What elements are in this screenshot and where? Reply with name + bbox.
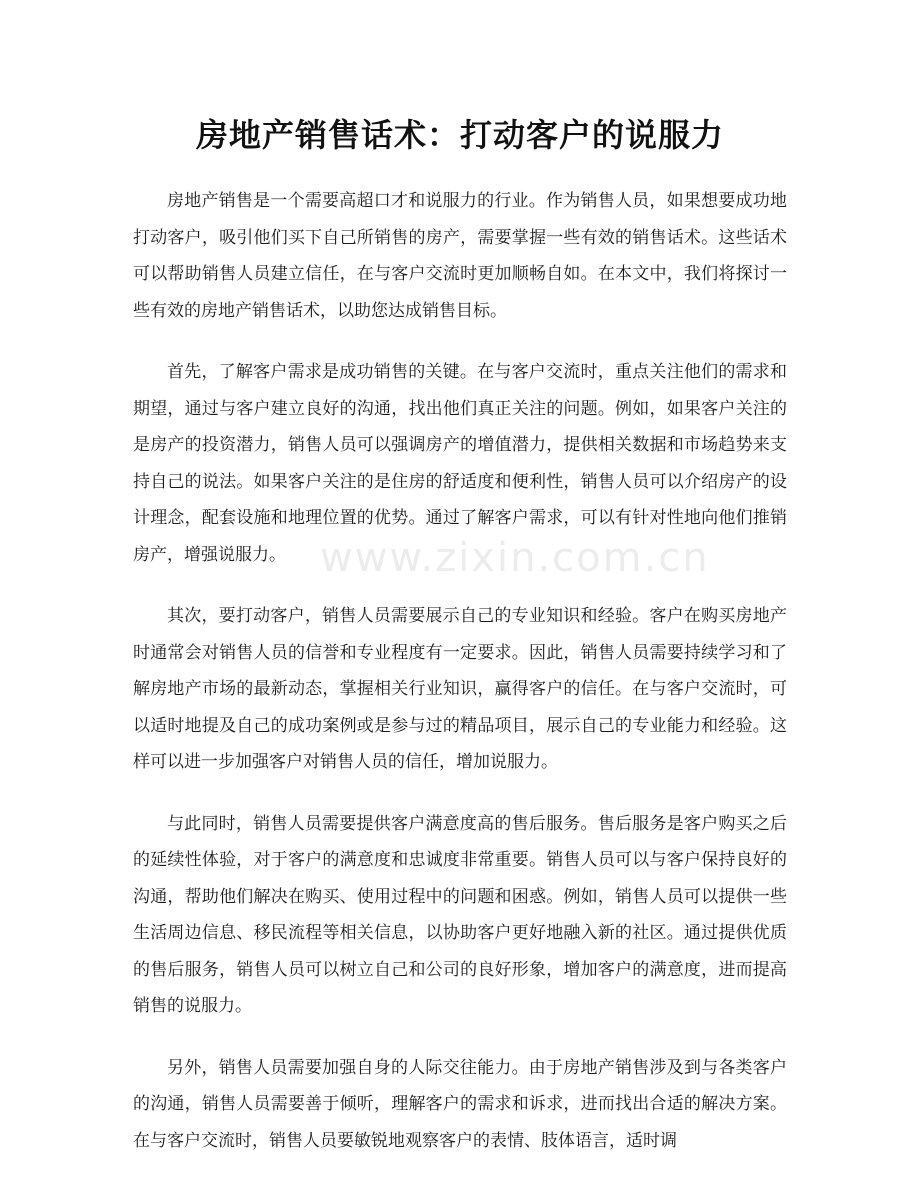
watermark: www.zixin.com.cn [320, 535, 710, 581]
paragraph-2: 首先，了解客户需求是成功销售的关键。在与客户交流时，重点关注他们的需求和期望，通过与客户建立良好的沟通，找出他们真正关注的问题。例如，如果客户关注的是房产的投资潜力，销售人员可以强调房产的增值潜力，提供相关数据和市场趋势来支持自己的说法。如果客户关注的是住房的舒适度和便利性，销售人员可以介绍房产的设计理念，配套设施和地理位置的优势。通过了解客户需求，可以有针对性地向他们推销房产，增强说服力。 [133, 362, 787, 565]
document-body [133, 183, 787, 1184]
paragraph-1: 房地产销售是一个需要高超口才和说服力的行业。作为销售人员，如果想要成功地打动客户，吸引他们买下自己所销售的房产，需要掌握一些有效的销售话术。这些话术可以帮助销售人员建立信任，在与客户交流时更加顺畅自如。在本文中，我们将探讨一些有效的房地产销售话术，以助您达成销售目标。 [133, 191, 787, 321]
paragraph-4: 与此同时，销售人员需要提供客户满意度高的售后服务。售后服务是客户购买之后的延续性体验，对于客户的满意度和忠诚度非常重要。销售人员可以与客户保持良好的沟通，帮助他们解决在购买、使用过程中的问题和困惑。例如，销售人员可以提供一些生活周边信息、移民流程等相关信息，以协助客户更好地融入新的社区。通过提供优质的售后服务，销售人员可以树立自己和公司的良好形象，增加客户的满意度，进而提高销售的说服力。 [133, 813, 787, 1016]
paragraph-5: 另外，销售人员需要加强自身的人际交往能力。由于房地产销售涉及到与各类客户的沟通，销售人员需要善于倾听，理解客户的需求和诉求，进而找出合适的解决方案。在与客户交流时，销售人员要敏锐地观察客户的表情、肢体语言，适时调 [133, 1057, 787, 1151]
document-title: 房地产销售话术：打动客户的说服力 [195, 116, 724, 154]
paragraph-3: 其次，要打动客户，销售人员需要展示自己的专业知识和经验。客户在购买房地产时通常会对销售人员的信誉和专业程度有一定要求。因此，销售人员需要持续学习和了解房地产市场的最新动态，掌握相关行业知识，赢得客户的信任。在与客户交流时，可以适时地提及自己的成功案例或是参与过的精品项目，展示自己的专业能力和经验。这样可以进一步加强客户对销售人员的信任，增加说服力。 [133, 606, 787, 772]
